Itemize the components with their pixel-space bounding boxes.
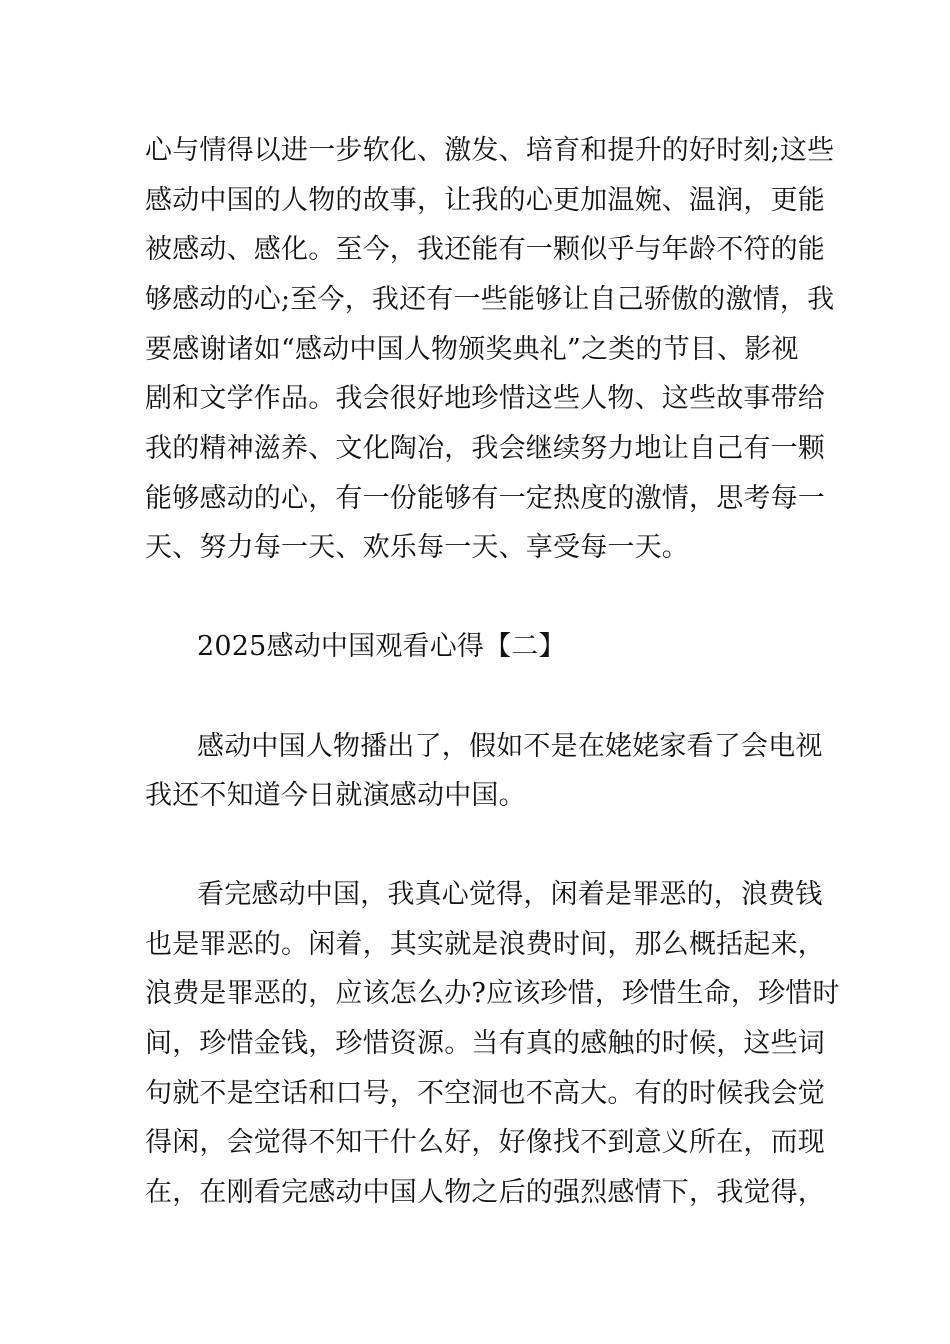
paragraph-line: 也是罪恶的。闲着，其实就是浪费时间，那么概括起来， bbox=[145, 929, 825, 960]
section-heading: 2025感动中国观看心得【二】 bbox=[197, 631, 566, 662]
paragraph-line: 被感动、感化。至今，我还能有一颗似乎与年龄不符的能 bbox=[145, 234, 825, 265]
paragraph-line: 间，珍惜金钱，珍惜资源。当有真的感触的时候，这些词 bbox=[145, 1028, 825, 1059]
paragraph-line: 我的精神滋养、文化陶冶，我会继续努力地让自己有一颗 bbox=[145, 433, 825, 464]
paragraph-line: 句就不是空话和口号，不空洞也不高大。有的时候我会觉 bbox=[145, 1078, 825, 1109]
paragraph-line: 得闲，会觉得不知干什么好，好像找不到意义所在，而现 bbox=[145, 1127, 825, 1158]
paragraph-line: 感动中国的人物的故事，让我的心更加温婉、温润，更能 bbox=[145, 185, 825, 216]
paragraph-line: 心与情得以进一步软化、激发、培育和提升的好时刻;这些 bbox=[145, 135, 835, 166]
paragraph-line: 我还不知道今日就演感动中国。 bbox=[145, 780, 526, 811]
paragraph-line: 浪费是罪恶的，应该怎么办?应该珍惜，珍惜生命，珍惜时 bbox=[145, 978, 840, 1009]
paragraph-line: 够感动的心;至今，我还有一些能够让自己骄傲的激情，我 bbox=[145, 284, 835, 315]
paragraph-line: 在，在刚看完感动中国人物之后的强烈感情下，我觉得， bbox=[145, 1177, 825, 1208]
paragraph-line: 天、努力每一天、欢乐每一天、享受每一天。 bbox=[145, 532, 689, 563]
paragraph-line: 看完感动中国，我真心觉得，闲着是罪恶的，浪费钱 bbox=[197, 879, 823, 910]
paragraph-line: 感动中国人物播出了，假如不是在姥姥家看了会电视 bbox=[197, 731, 823, 762]
paragraph-line: 能够感动的心，有一份能够有一定热度的激情，思考每一 bbox=[145, 483, 825, 514]
paragraph-line: 剧和文学作品。我会很好地珍惜这些人物、这些故事带给 bbox=[145, 383, 825, 414]
paragraph-line: 要感谢诸如“感动中国人物颁奖典礼”之类的节目、影视 bbox=[145, 334, 799, 365]
